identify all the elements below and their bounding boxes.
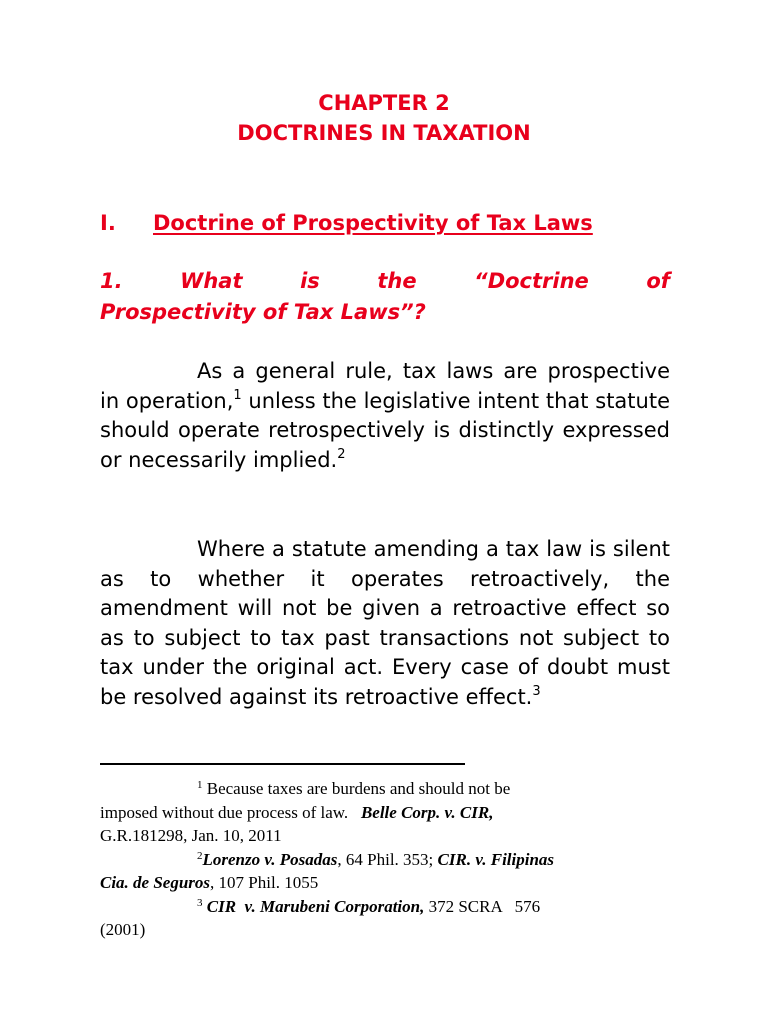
footnote-1-line-1: [100, 777, 670, 801]
chapter-number: CHAPTER 2: [318, 91, 450, 115]
footnote-2-line-2: [100, 871, 670, 895]
question-word: “Doctrine: [474, 269, 589, 293]
footnote-ref[interactable]: 3: [532, 683, 541, 699]
footnote-divider: [100, 763, 465, 765]
paragraph-text: Where a statute amending a tax law is silent as to whether it operates retroactively, the amendment will not be given a retroactive effect so as to subject to tax past transactions not subject to tax under the original act. Every case of doubt must be resolved against its retroactive effect.: [100, 537, 670, 709]
body-paragraph-1: [100, 357, 670, 475]
footnote-text: , 64 Phil. 353;: [337, 849, 438, 869]
section-title: Doctrine of Prospectivity of Tax Laws: [153, 211, 593, 235]
body-paragraph-2: [100, 535, 670, 712]
section-numeral: I.: [100, 211, 116, 235]
footnote-1-line-2: [100, 801, 670, 825]
question-heading: [100, 266, 670, 328]
case-citation: CIR v. Marubeni Corporation,: [202, 896, 425, 916]
footnote-text: Because taxes are burdens and should not be: [202, 779, 511, 798]
footnote-text: , 107 Phil. 1055: [210, 873, 319, 892]
case-citation: CIR. v. Filipinas: [437, 849, 555, 869]
section-heading: [100, 208, 670, 238]
question-line-1: [100, 266, 670, 297]
chapter-heading: [0, 88, 768, 148]
footnote-1-line-3: G.R.181298, Jan. 10, 2011: [100, 826, 282, 845]
footnote-ref[interactable]: 2: [337, 446, 346, 462]
question-word: is: [300, 269, 320, 293]
question-word: of: [646, 269, 670, 293]
footnote-marker: 2: [197, 849, 203, 862]
footnote-text: imposed without due process of law.: [100, 802, 361, 822]
question-word: 1.: [100, 269, 123, 293]
case-citation: Lorenzo v. Posadas: [202, 849, 338, 869]
footnote-3-line-1: [100, 895, 670, 919]
footnote-3-line-2: (2001): [100, 920, 146, 939]
footnote-ref[interactable]: 1: [233, 387, 242, 403]
case-citation: Belle Corp. v. CIR,: [360, 802, 494, 822]
footnote-marker: 3: [197, 896, 203, 909]
footnote-text: 372 SCRA 576: [424, 896, 541, 916]
footnotes: [100, 777, 670, 942]
question-line-2: Prospectivity of Tax Laws”?: [100, 300, 426, 324]
footnote-2-line-1: [100, 848, 670, 872]
paragraph-text: unless the legislative intent that statute should operate retrospectively is distinctly expressed or necessarily implied.: [100, 388, 670, 472]
question-word: the: [377, 269, 417, 293]
case-citation: Cia. de Seguros: [100, 873, 211, 892]
question-word: What: [180, 269, 243, 293]
paragraph-text: As a general rule, tax laws are prospective in operation,: [100, 359, 670, 413]
chapter-title: DOCTRINES IN TAXATION: [237, 121, 531, 145]
footnote-marker: 1: [197, 779, 203, 791]
